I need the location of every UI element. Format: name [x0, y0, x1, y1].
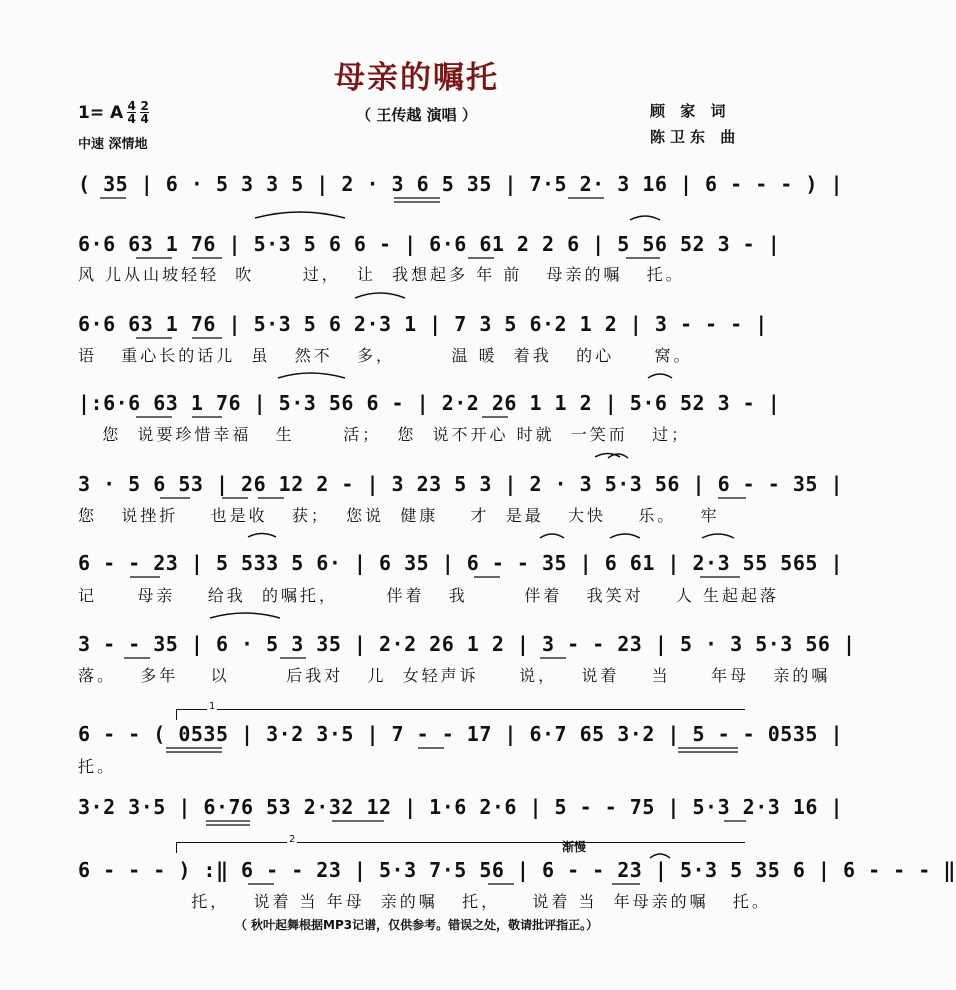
lyric-row-3: 语 重心长的话儿 虽 然不 多， 温 暖 着我 的心 窝。 — [78, 346, 693, 365]
slur-mark — [702, 534, 734, 538]
volta-2-number: 2 — [289, 834, 296, 845]
slur-mark — [608, 454, 628, 458]
time-signature-2: $\frac{2}{4}$ — [140, 99, 149, 126]
slur-mark — [648, 374, 672, 378]
lyric-row-5: 您 说挫折 也是收 获； 您说 健康 才 是最 大快 乐。 牢 — [78, 506, 720, 525]
slur-mark — [248, 534, 276, 538]
volta-bracket-1 — [176, 701, 745, 720]
notation-row-1: ( 35 | 6 · 5 3 3 5 | 2 · 3 6 5 35 | 7·5 2· 3 16 | 6 - - - ) | — [78, 172, 844, 196]
composer-credit: 陈卫东 曲 — [650, 128, 741, 146]
slur-mark — [210, 613, 280, 618]
transcription-note: （ 秋叶起舞根据MP3记谱，仅供参考。错误之处，敬请批评指正。） — [234, 918, 599, 932]
lyric-row-4: 您 说要珍惜幸福 生 活； 您 说不开心 时就 一笑而 过； — [78, 425, 691, 444]
lyric-row-10: 托， 说着 当 年母 亲的嘱 托， 说着 当 年母亲的嘱 托。 — [78, 892, 771, 911]
time-signature-1: $\frac{4}{4}$ — [127, 99, 136, 126]
slur-mark — [595, 454, 620, 458]
slur-mark — [610, 534, 640, 538]
lyric-row-8: 托。 — [78, 757, 117, 776]
lyric-row-6: 记 母亲 给我 的嘱托， 伴着 我 伴着 我笑对 人 生起起落 — [78, 586, 780, 605]
volta-1-number: 1 — [209, 701, 216, 712]
slur-mark — [278, 373, 345, 378]
tempo-marking: 中速 深情地 — [78, 137, 148, 152]
lyricist-credit: 顾 家 词 — [650, 102, 731, 120]
key-signature — [78, 100, 149, 125]
notation-row-6: 6 - - 23 | 5 533 5 6· | 6 35 | 6 - - 35 | 6 61 | 2·3 55 565 | — [78, 551, 844, 575]
singer-credit: （ 王传越 演唱 ） — [356, 106, 477, 124]
slur-mark — [630, 216, 660, 220]
slur-mark — [255, 212, 345, 218]
lyric-row-2: 风 儿从山坡轻轻 吹 过， 让 我想起多 年 前 母亲的嘱 托。 — [78, 265, 685, 284]
ritardando-marking: 渐慢 — [562, 840, 587, 854]
notation-row-10: 6 - - - ) :‖ 6 - - 23 | 5·3 7·5 56 | 6 - - 23 | 5·3 5 35 6 | 6 - - - ‖ — [78, 858, 956, 882]
notation-row-4: |:6·6 63 1 76 | 5·3 56 6 - | 2·2 26 1 1 2 | 5·6 52 3 - | — [78, 391, 781, 415]
notation-row-9: 3·2 3·5 | 6·76 53 2·32 12 | 1·6 2·6 | 5 - - 75 | 5·3 2·3 16 | — [78, 795, 844, 819]
notation-row-3: 6·6 63 1 76 | 5·3 5 6 2·3 1 | 7 3 5 6·2 1 2 | 3 - - - | — [78, 312, 768, 336]
volta-bracket-2 — [176, 834, 745, 853]
notation-row-8: 6 - - ( 0535 | 3·2 3·5 | 7 - - 17 | 6·7 65 3·2 | 5 - - 0535 | — [78, 722, 844, 746]
notation-row-5: 3 · 5 6 53 | 26 12 2 - | 3 23 5 3 | 2 · 3 5·3 56 | 6 - - 35 | — [78, 472, 844, 496]
slur-mark — [540, 534, 564, 538]
key-label: 1= A — [78, 102, 124, 123]
lyric-row-7: 落。 多年 以 后我对 儿 女轻声诉 说， 说着 当 年母 亲的嘱 — [78, 666, 831, 685]
song-title: 母亲的嘱托 — [334, 60, 499, 96]
notation-row-2: 6·6 63 1 76 | 5·3 5 6 6 - | 6·6 61 2 2 6 | 5 56 52 3 - | — [78, 232, 781, 256]
slur-mark — [355, 293, 405, 298]
notation-row-7: 3 - - 35 | 6 · 5 3 35 | 2·2 26 1 2 | 3 - - 23 | 5 · 3 5·3 56 | — [78, 632, 856, 656]
